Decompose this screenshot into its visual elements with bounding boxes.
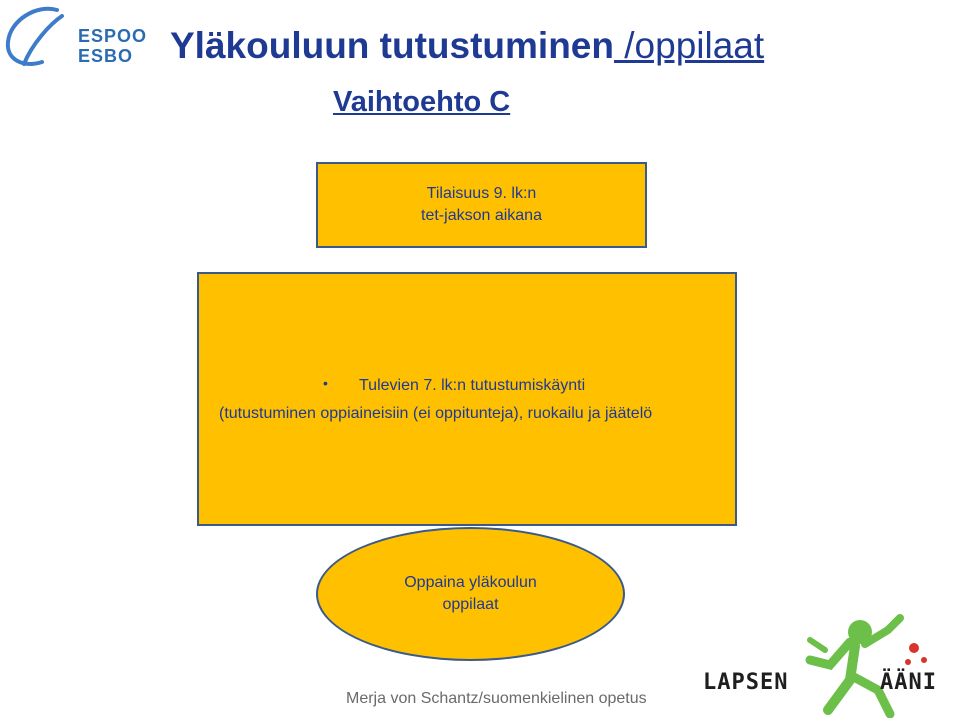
logo-word-lapsen: LAPSEN [703, 670, 789, 695]
visit-box-line1: Tulevien 7. lk:n tutustumiskäynti [359, 377, 586, 394]
visit-box [197, 272, 737, 526]
page-subtitle: Vaihtoehto C [333, 86, 511, 118]
guides-oval-line1: Oppaina yläkoulun [404, 574, 537, 591]
title-sub: /oppilaat [613, 25, 765, 66]
bullet-icon: • [323, 375, 328, 391]
running-child-icon [700, 610, 958, 718]
event-box [316, 162, 647, 248]
logo-word-aani: ÄÄNI [880, 670, 937, 695]
espoo-swirl-icon [2, 2, 82, 72]
footer-credit: Merja von Schantz/suomenkielinen opetus [346, 690, 647, 707]
logo-text-esbo: ESBO [78, 46, 134, 66]
espoo-logo [2, 2, 152, 72]
event-box-line2: tet-jakson aikana [421, 207, 542, 224]
page-title [170, 20, 764, 72]
logo-text-espoo: ESPOO [78, 26, 148, 46]
guides-oval-line2: oppilaat [442, 596, 499, 613]
title-main: Yläkouluun tutustuminen [170, 25, 614, 66]
event-box-line1: Tilaisuus 9. lk:n [426, 185, 537, 202]
visit-box-line2: (tutustuminen oppiaineisiin (ei oppitunteja), ruokailu ja jäätelö [219, 405, 653, 422]
guides-oval [316, 527, 625, 661]
lapsen-aani-logo [700, 610, 958, 718]
